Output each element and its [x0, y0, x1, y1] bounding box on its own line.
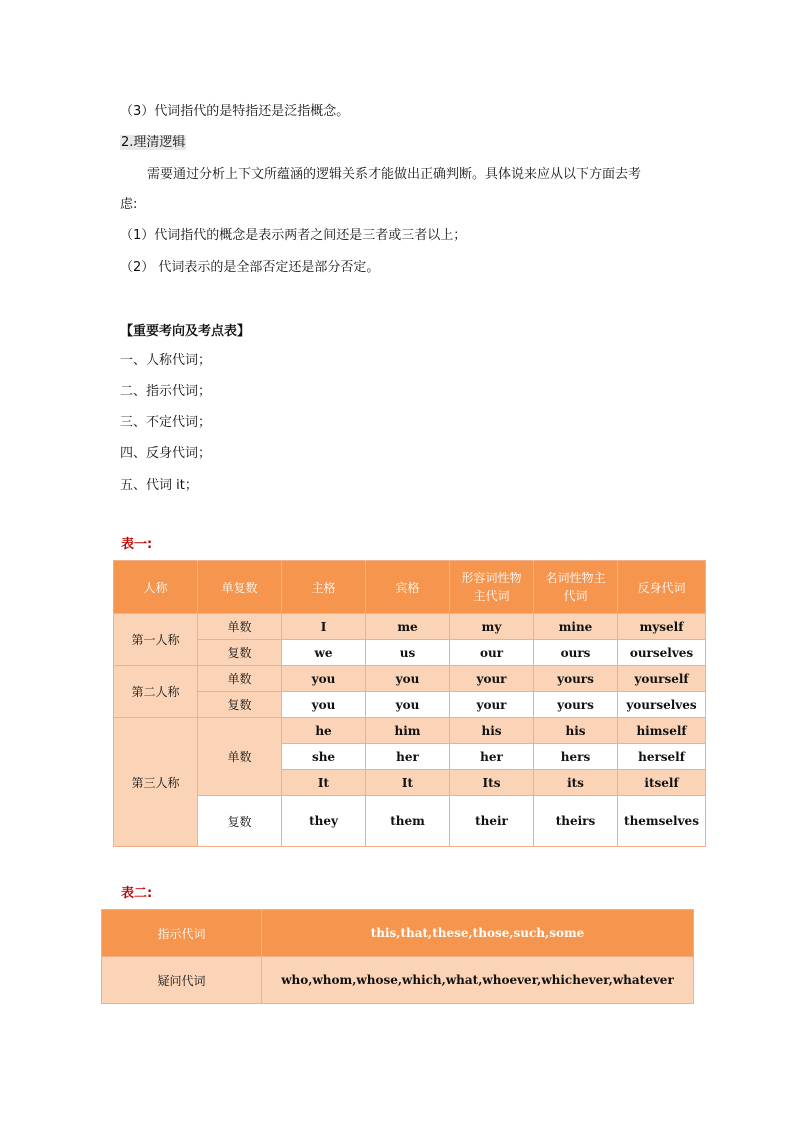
table-cell: his [534, 718, 618, 744]
row-name-cell: 指示代词 [102, 910, 262, 957]
table-cell: her [366, 744, 450, 770]
number-cell: 单数 [198, 666, 282, 692]
list-item: 二、指示代词； [120, 384, 212, 399]
table-cell: she [282, 744, 366, 770]
table-cell: its [534, 770, 618, 796]
table-cell: he [282, 718, 366, 744]
header-cell: 单复数 [198, 561, 282, 614]
table-cell: Its [450, 770, 534, 796]
table-cell: yours [534, 666, 618, 692]
table-cell: yourselves [618, 692, 706, 718]
list-item: 一、人称代词； [120, 353, 212, 368]
text-item-1: （1）代词指代的概念是表示两者之间还是三者或三者以上； [120, 228, 467, 243]
pronoun-list-table [101, 909, 694, 1004]
table-cell: myself [618, 614, 706, 640]
header-cell: 主格 [282, 561, 366, 614]
table-cell: himself [618, 718, 706, 744]
person-cell: 第二人称 [114, 666, 198, 718]
number-cell: 复数 [198, 796, 282, 847]
header-cell: 名词性物主代词 [534, 561, 618, 614]
number-cell: 单数 [198, 718, 282, 796]
number-cell: 复数 [198, 692, 282, 718]
row-value-cell: this,that,these,those,such,some [262, 910, 694, 957]
table-cell: they [282, 796, 366, 847]
table-cell: itself [618, 770, 706, 796]
table-cell: yours [534, 692, 618, 718]
header-cell: 形容词性物主代词 [450, 561, 534, 614]
pronoun-table [113, 560, 706, 847]
table-cell: yourself [618, 666, 706, 692]
table-cell: herself [618, 744, 706, 770]
list-item: 五、代词 it； [120, 478, 198, 493]
number-cell: 单数 [198, 614, 282, 640]
list-item: 三、不定代词； [120, 415, 212, 430]
table-cell: It [282, 770, 366, 796]
table-cell: I [282, 614, 366, 640]
row-name-cell: 疑问代词 [102, 957, 262, 1004]
paragraph-line-2: 虑: [120, 197, 138, 212]
text-point-3: （3）代词指代的是特指还是泛指概念。 [120, 104, 350, 119]
table-cell: my [450, 614, 534, 640]
table-cell: you [282, 692, 366, 718]
table-cell: them [366, 796, 450, 847]
header-cell: 反身代词 [618, 561, 706, 614]
list-item: 四、反身代词； [120, 446, 212, 461]
table-cell: mine [534, 614, 618, 640]
header-cell: 宾格 [366, 561, 450, 614]
table-cell: theirs [534, 796, 618, 847]
table-cell: him [366, 718, 450, 744]
text-item-2: （2） 代词表示的是全部否定还是部分否定。 [120, 260, 380, 275]
table-cell: her [450, 744, 534, 770]
person-cell: 第三人称 [114, 718, 198, 847]
table-cell: ourselves [618, 640, 706, 666]
table-cell: It [366, 770, 450, 796]
table-cell: me [366, 614, 450, 640]
table-cell: hers [534, 744, 618, 770]
table-cell: themselves [618, 796, 706, 847]
paragraph-line-1: 需要通过分析上下文所蕴涵的逻辑关系才能做出正确判断。具体说来应从以下方面去考 [147, 167, 642, 182]
person-cell: 第一人称 [114, 614, 198, 666]
table-cell: ours [534, 640, 618, 666]
table-cell: you [282, 666, 366, 692]
table-cell: their [450, 796, 534, 847]
subheading-logic [120, 134, 186, 152]
table-cell: you [366, 666, 450, 692]
table-cell: us [366, 640, 450, 666]
table-cell: you [366, 692, 450, 718]
table-cell: your [450, 666, 534, 692]
section-title: 【重要考向及考点表】 [120, 324, 251, 339]
table2-label: 表二: [121, 886, 153, 901]
row-value-cell: who,whom,whose,which,what,whoever,whichever,whatever [262, 957, 694, 1004]
header-cell: 人称 [114, 561, 198, 614]
number-cell: 复数 [198, 640, 282, 666]
table-cell: his [450, 718, 534, 744]
table-cell: our [450, 640, 534, 666]
table-cell: your [450, 692, 534, 718]
subheading-logic-text: 2.理清逻辑 [121, 135, 186, 150]
table1-label: 表一: [121, 537, 153, 552]
table-cell: we [282, 640, 366, 666]
